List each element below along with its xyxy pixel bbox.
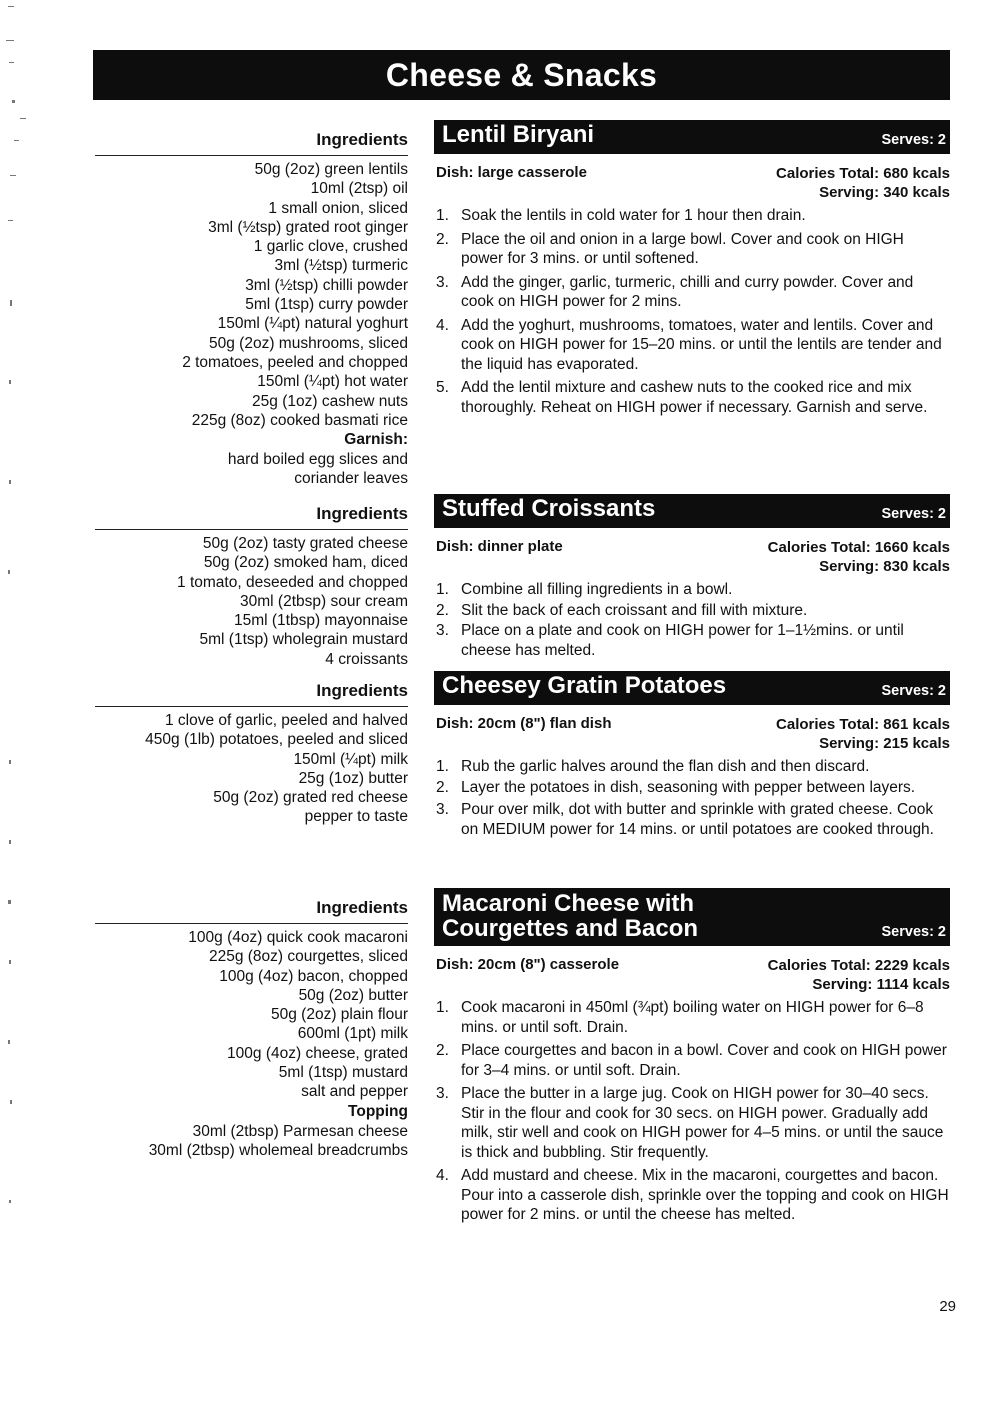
ingredients-header: Ingredients: [95, 504, 408, 530]
section-banner: Cheese & Snacks: [93, 50, 950, 100]
recipe-meta: [434, 956, 950, 996]
method-steps: [434, 998, 950, 1225]
ingredient-line: 50g (2oz) tasty grated cheese: [202, 535, 408, 552]
serves-label: Serves: 2: [881, 683, 946, 699]
method-step: 1. Soak the lentils in cold water for 1 hour then drain.: [436, 207, 806, 224]
ingredient-line: coriander leaves: [294, 470, 408, 488]
method-step: 2. Place the oil and onion in a large bowl. Cover and cook on HIGH power for 3 mins. or until softened.: [436, 230, 904, 267]
ingredient-line: 50g (2oz) grated red cheese: [213, 789, 408, 807]
ingredient-line: 50g (2oz) smoked ham, diced: [203, 554, 408, 572]
ingredient-line: 25g (1oz) butter: [298, 769, 408, 787]
ingredient-line: hard boiled egg slices and: [227, 451, 408, 469]
ingredient-line: 50g (2oz) mushrooms, sliced: [209, 334, 408, 352]
recipe-title-bar: [434, 494, 950, 528]
garnish-header: Garnish:: [344, 431, 408, 449]
calories: [768, 538, 950, 576]
dish-label: Dish: 20cm (8") casserole: [436, 956, 620, 973]
ingredient-line: 225g (8oz) cooked basmati rice: [191, 411, 408, 429]
method-step: 2. Place courgettes and bacon in a bowl. Cover and cook on HIGH power for 3–4 mins. or until soft. Drain.: [436, 1042, 947, 1079]
scan-margin-marks: [0, 0, 30, 1416]
ingredient-line: 15ml (1tbsp) mayonnaise: [233, 612, 408, 630]
ingredient-line: 600ml (1pt) milk: [297, 1025, 408, 1043]
recipe-title-bar: [434, 888, 950, 946]
method-step: 4. Add the yoghurt, mushrooms, tomatoes, water and lentils. Cover and cook on HIGH power for 15–20 mins. or until the lentils are tender and the liquid has evaporated.: [436, 316, 942, 373]
serves-label: Serves: 2: [881, 132, 946, 148]
calories: [776, 715, 950, 753]
ingredient-line: 50g (2oz) butter: [298, 986, 408, 1004]
recipe-lentil-biryani: [434, 120, 950, 421]
calories-serving: Serving: 340 kcals: [819, 184, 950, 201]
method-step: 3. Place on a plate and cook on HIGH power for 1–1½mins. or until cheese has melted.: [436, 622, 904, 659]
ingredient-line: 5ml (1tsp) curry powder: [245, 296, 408, 314]
ingredient-line: 30ml (2tbsp) sour cream: [240, 592, 408, 610]
ingredient-line: 30ml (2tbsp) Parmesan cheese: [192, 1122, 408, 1140]
method-step: 1. Cook macaroni in 450ml (¾pt) boiling water on HIGH power for 6–8 mins. or until soft. Drain.: [436, 999, 924, 1036]
recipe-cheesey-gratin-potatoes: [434, 671, 950, 843]
recipe-title-line: Macaroni Cheese with: [442, 890, 695, 917]
recipe-title-line: Courgettes and Bacon: [442, 915, 699, 942]
method-steps: [434, 580, 950, 660]
method-step: 3. Add the ginger, garlic, turmeric, chilli and curry powder. Cover and cook on HIGH power for 2 mins.: [436, 273, 914, 310]
dish-label: Dish: 20cm (8") flan dish: [436, 715, 612, 732]
recipe-meta: [434, 715, 950, 755]
ingredient-line: 3ml (½tsp) grated root ginger: [208, 218, 408, 236]
calories-total: Calories Total: 861 kcals: [776, 716, 950, 733]
dish-label: Dish: dinner plate: [436, 538, 563, 555]
ingredient-line: 2 tomatoes, peeled and chopped: [182, 353, 408, 371]
calories: [768, 956, 950, 994]
method-step: 1. Combine all filling ingredients in a bowl.: [436, 581, 733, 598]
method-step: 4. Add mustard and cheese. Mix in the macaroni, courgettes and bacon. Pour into a casserole dish, sprinkle over the topping and cook on HIGH power for 2 mins. or until the cheese has melted.: [436, 1167, 949, 1223]
calories-total: Calories Total: 2229 kcals: [767, 957, 950, 974]
ingredient-line: 5ml (1tsp) mustard: [278, 1064, 408, 1082]
recipe-title: [442, 891, 698, 941]
calories-total: Calories Total: 680 kcals: [776, 165, 950, 182]
ingredients-header: Ingredients: [95, 898, 408, 924]
ingredient-line: 1 clove of garlic, peeled and halved: [165, 712, 408, 729]
ingredient-line: 225g (8oz) courgettes, sliced: [208, 948, 408, 966]
ingredient-line: 150ml (¼pt) milk: [293, 750, 408, 768]
ingredient-line: salt and pepper: [301, 1083, 408, 1101]
ingredient-line: 3ml (½tsp) turmeric: [274, 257, 408, 275]
ingredients-lentil-biryani: [95, 130, 408, 489]
ingredients-header: Ingredients: [95, 681, 408, 707]
ingredient-line: 100g (4oz) cheese, grated: [227, 1044, 408, 1062]
ingredients-header: Ingredients: [95, 130, 408, 156]
ingredient-line: 4 croissants: [325, 650, 408, 668]
calories-serving: Serving: 1114 kcals: [812, 976, 950, 993]
recipe-title: Stuffed Croissants: [442, 495, 656, 522]
ingredient-line: 150ml (¼pt) natural yoghurt: [217, 315, 408, 333]
topping-header: Topping: [348, 1102, 408, 1120]
ingredients-stuffed-croissants: [95, 504, 408, 669]
ingredient-line: 100g (4oz) quick cook macaroni: [188, 929, 408, 946]
calories: [776, 164, 950, 202]
page-number: 29: [939, 1298, 956, 1315]
ingredient-line: 10ml (2tsp) oil: [310, 180, 408, 198]
ingredient-line: 5ml (1tsp) wholegrain mustard: [199, 631, 408, 649]
recipe-macaroni-cheese: [434, 888, 950, 1229]
calories-serving: Serving: 215 kcals: [819, 735, 950, 752]
serves-label: Serves: 2: [881, 506, 946, 522]
method-steps: [434, 757, 950, 839]
ingredient-line: 1 small onion, sliced: [268, 199, 408, 217]
method-step: 3. Pour over milk, dot with butter and sprinkle with grated cheese. Cook on MEDIUM power for 14 mins. or until potatoes are cooked through.: [436, 801, 934, 838]
recipe-title: Lentil Biryani: [442, 121, 595, 148]
ingredient-line: 150ml (¼pt) hot water: [257, 373, 408, 391]
ingredient-line: 30ml (2tbsp) wholemeal breadcrumbs: [148, 1141, 408, 1159]
calories-total: Calories Total: 1660 kcals: [767, 539, 950, 556]
ingredient-line: 100g (4oz) bacon, chopped: [219, 967, 408, 985]
dish-label: Dish: large casserole: [436, 164, 587, 181]
method-step: 3. Place the butter in a large jug. Cook on HIGH power for 30–40 secs. Stir in the flour and cook for 30 secs. on HIGH power. Gradually add milk, stir well and cook on HIGH power for 4–5 mins. or until the sauce is thick and bubbling. Stir frequently.: [436, 1085, 944, 1161]
recipe-title-bar: [434, 120, 950, 154]
ingredient-line: 25g (1oz) cashew nuts: [252, 392, 408, 410]
ingredient-line: 50g (2oz) green lentils: [254, 161, 408, 178]
ingredient-line: 50g (2oz) plain flour: [271, 1006, 408, 1024]
serves-label: Serves: 2: [881, 924, 946, 940]
method-step: 2. Slit the back of each croissant and fill with mixture.: [436, 601, 808, 619]
recipe-stuffed-croissants: [434, 494, 950, 664]
method-step: 2. Layer the potatoes in dish, seasoning with pepper between layers.: [436, 778, 916, 796]
ingredients-gratin-potatoes: [95, 681, 408, 827]
method-steps: [434, 206, 950, 417]
ingredients-macaroni-cheese: [95, 898, 408, 1160]
calories-serving: Serving: 830 kcals: [819, 558, 950, 575]
recipe-title: Cheesey Gratin Potatoes: [442, 672, 727, 699]
ingredient-line: 1 garlic clove, crushed: [253, 238, 408, 256]
method-step: 1. Rub the garlic halves around the flan dish and then discard.: [436, 758, 870, 775]
ingredient-line: 3ml (½tsp) chilli powder: [245, 276, 408, 294]
ingredient-line: 450g (1lb) potatoes, peeled and sliced: [145, 731, 408, 749]
method-step: 5. Add the lentil mixture and cashew nuts to the cooked rice and mix thoroughly. Reheat on HIGH power if necessary. Garnish and serve.: [436, 379, 928, 416]
recipe-meta: [434, 164, 950, 204]
recipe-meta: [434, 538, 950, 578]
recipe-title-bar: [434, 671, 950, 705]
ingredient-line: 1 tomato, deseeded and chopped: [177, 573, 408, 591]
ingredient-line: pepper to taste: [304, 808, 408, 826]
